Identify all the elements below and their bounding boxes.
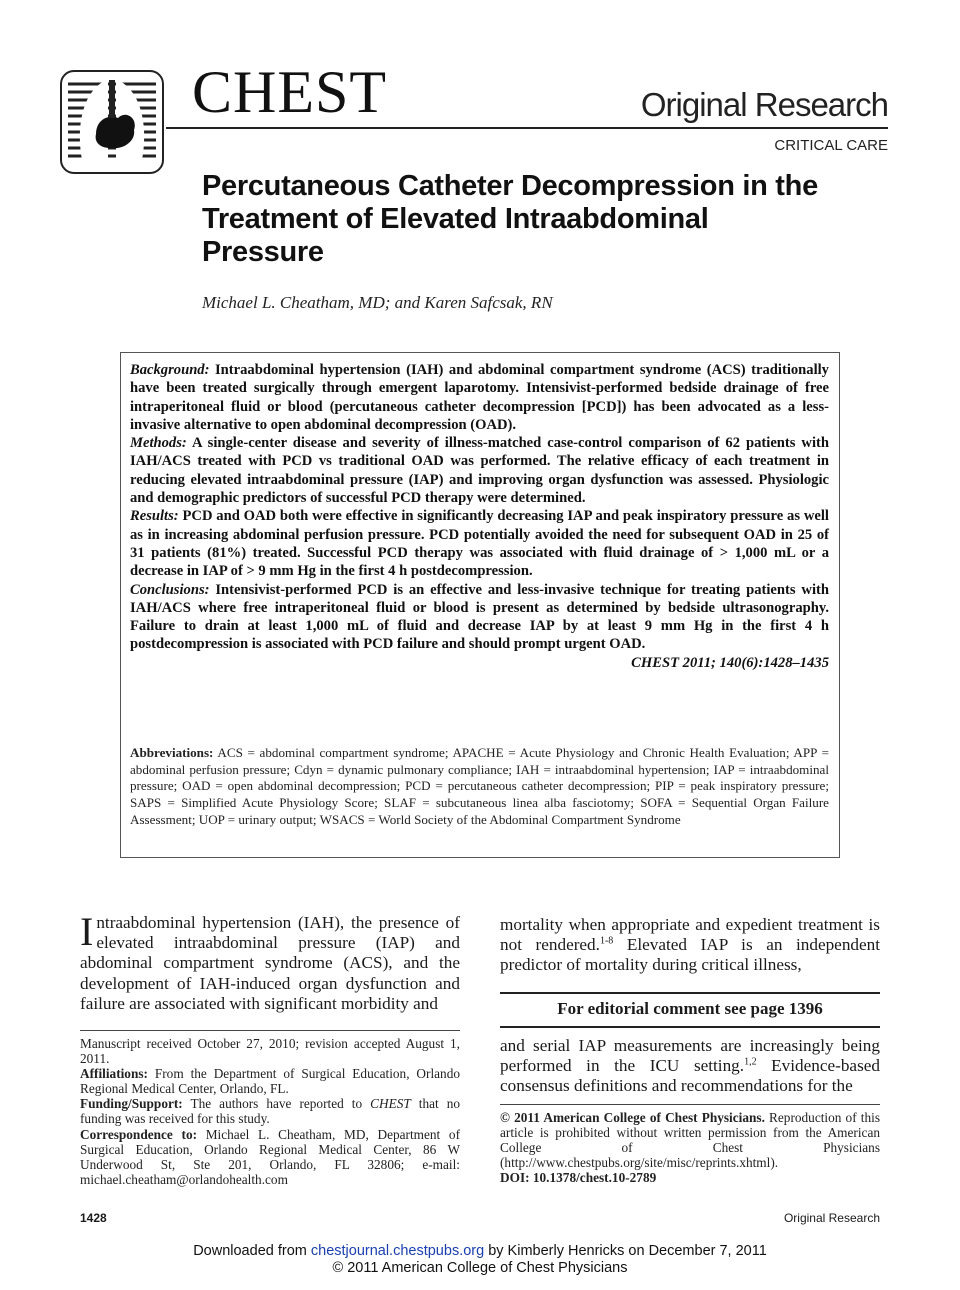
methods-text: A single-center disease and severity of illness-matched case-control comparison of 62 patients with IAH/ACS treated with PCD vs traditional OAD was performed. The relative efficacy of each treatment in reducing elevated intraabdominal pressure (IAP) and improving organ dysfunction was assessed. Physiologic and demographic predictors of successful PCD therapy were determined. [130, 435, 830, 507]
conclusions-label: Conclusions: [130, 581, 210, 598]
copyright-notice [500, 1110, 880, 1170]
footnotes-right [500, 1110, 880, 1185]
body-right-text-1a: mortality when appropriate and expedient treatment is not rendered. [500, 915, 880, 955]
footnote-rule-right [500, 1104, 880, 1105]
abstract-methods [130, 434, 829, 507]
manuscript-received: Manuscript received October 27, 2010; revision accepted August 1, 2011. [80, 1036, 460, 1067]
footer-copyright: © 2011 American College of Chest Physicians [332, 1260, 628, 1276]
correspondence [80, 1127, 460, 1187]
affiliations-label: Affiliations: [80, 1066, 148, 1082]
download-suffix: by Kimberly Henricks on December 7, 2011 [484, 1243, 767, 1259]
download-line [0, 1243, 960, 1260]
reference-superscript[interactable]: 1-8 [599, 935, 614, 947]
body-right-text-1b: Elevated IAP is an independent predictor of mortality during critical illness, [500, 935, 880, 975]
affiliations-text: From the Department of Surgical Education, Orlando Regional Medical Center, Orlando, FL. [80, 1066, 460, 1097]
body-left-text: ntraabdominal hypertension (IAH), the presence of elevated intraabdominal pressure (IAP) and abdominal compartment syndrome (ACS), and the development of IAH-induced organ dysfunction and failure are associated with significant morbidity and [80, 913, 460, 1013]
abstract-conclusions [130, 581, 829, 654]
doi-label: DOI: [500, 1170, 530, 1186]
results-label: Results: [130, 508, 179, 525]
body-right-column-bottom [500, 1036, 880, 1097]
abbreviations-label: Abbreviations: [130, 745, 214, 760]
funding-journal: CHEST [370, 1096, 411, 1112]
footnotes-left [80, 1036, 460, 1187]
footnote-rule-left [80, 1030, 460, 1031]
methods-label: Methods: [130, 435, 187, 452]
journal-logo [60, 70, 164, 174]
body-right-column-top [500, 915, 880, 976]
body-left-column [80, 909, 460, 1014]
conclusions-text: Intensivist-performed PCD is an effective and less-invasive technique for treating patients with IAH/ACS where free intraperitoneal fluid or blood is present as determined by bedside ultrasonography. Failure to drain at least 1,000 mL of fluid and decrease IAP by at least 9 mm Hg in the first 4 h postdecompression is associated with PCD failure and should prompt urgent OAD. [130, 581, 829, 653]
download-prefix: Downloaded from [193, 1243, 311, 1259]
funding-label: Funding/Support: [80, 1096, 183, 1112]
correspondence-text: Michael L. Cheatham, MD, Department of Surgical Education, Orlando Regional Medical Center, 86 W Underwood St, Ste 201, Orlando, FL 32806; e-mail: michael.cheatham@orlandohealth.com [80, 1126, 461, 1187]
article-title: Percutaneous Catheter Decompression in the Treatment of Elevated Intraabdominal Pressure [202, 170, 818, 268]
lungs-logo-icon [62, 72, 162, 172]
funding [80, 1096, 460, 1126]
section-title: Original Research [640, 86, 888, 123]
background-label: Background: [130, 362, 210, 378]
body-right-text-2b: Evidence-based consensus definitions and recommendations for the [500, 1056, 880, 1096]
abstract-results [130, 507, 829, 580]
abbreviations [130, 745, 829, 829]
doi-value: 10.1378/chest.10-2789 [529, 1170, 657, 1186]
abstract-background [130, 361, 829, 434]
reference-superscript[interactable]: 1,2 [744, 1056, 757, 1068]
journal-citation: CHEST 2011; 140(6):1428–1435 [631, 654, 829, 671]
subsection-label: CRITICAL CARE [774, 137, 888, 154]
header-rule [166, 127, 888, 129]
footer-section: Original Research [783, 1211, 880, 1225]
drop-cap: I [80, 909, 94, 954]
download-link[interactable]: chestjournal.chestpubs.org [310, 1243, 485, 1259]
abbreviations-text: ACS = abdominal compartment syndrome; APACHE = Acute Physiology and Chronic Health Evaluation; APP = abdominal perfusion pressure; Cdyn = dynamic pulmonary compliance; IAH = intraabdominal hypertension; IAP = intraabdominal pressure; OAD = open abdominal decompression; PCD = percutaneous catheter decompression; PIP = peak inspiratory pressure; SAPS = Simplified Acute Physiology Score; SLAF = subcutaneous linea alba fasciotomy; SOFA = Sequential Organ Failure Assessment; UOP = urinary output; WSACS = World Society of the Abdominal Compartment Syndrome [130, 745, 829, 827]
journal-name: CHEST [192, 59, 388, 125]
affiliations [80, 1066, 460, 1096]
download-notice [0, 1243, 960, 1277]
abstract [130, 361, 829, 672]
background-text: Intraabdominal hypertension (IAH) and abdominal compartment syndrome (ACS) traditionally have been treated surgically through emergent laparotomy. Intensivist-performed bedside drainage of free intraperitoneal fluid or blood (percutaneous catheter decompression [PCD]) has been advocated as a less-invasive alternative to open abdominal decompression (OAD). [130, 362, 829, 433]
funding-text-a: The authors have reported to [182, 1096, 371, 1112]
page-number: 1428 [80, 1211, 107, 1225]
copyright-label: © 2011 American College of Chest Physicians. [500, 1110, 765, 1125]
article-authors: Michael L. Cheatham, MD; and Karen Safcsak, RN [202, 293, 553, 312]
doi [500, 1170, 880, 1185]
funding-text-b: that no funding was received for this study. [80, 1096, 461, 1127]
editorial-comment-link[interactable]: For editorial comment see page 1396 [500, 992, 880, 1028]
copyright-text: Reproduction of this article is prohibited without written permission from the American College of Chest Physicians (http://www.chestpubs.org/site/misc/reprints.xhtml). [500, 1110, 880, 1171]
body-right-text-2a: and serial IAP measurements are increasingly being performed in the ICU setting. [500, 1036, 880, 1076]
correspondence-label: Correspondence to: [80, 1126, 198, 1142]
results-text: PCD and OAD both were effective in significantly decreasing IAP and peak inspiratory pressure as well as in increasing abdominal perfusion pressure. PCD potentially avoided the need for subsequent OAD in 25 of 31 patients (81%) treated. Successful PCD therapy was associated with fluid drainage of > 1,000 mL or a decrease in IAP of > 9 mm Hg in the first 4 h postdecompression. [130, 508, 829, 580]
